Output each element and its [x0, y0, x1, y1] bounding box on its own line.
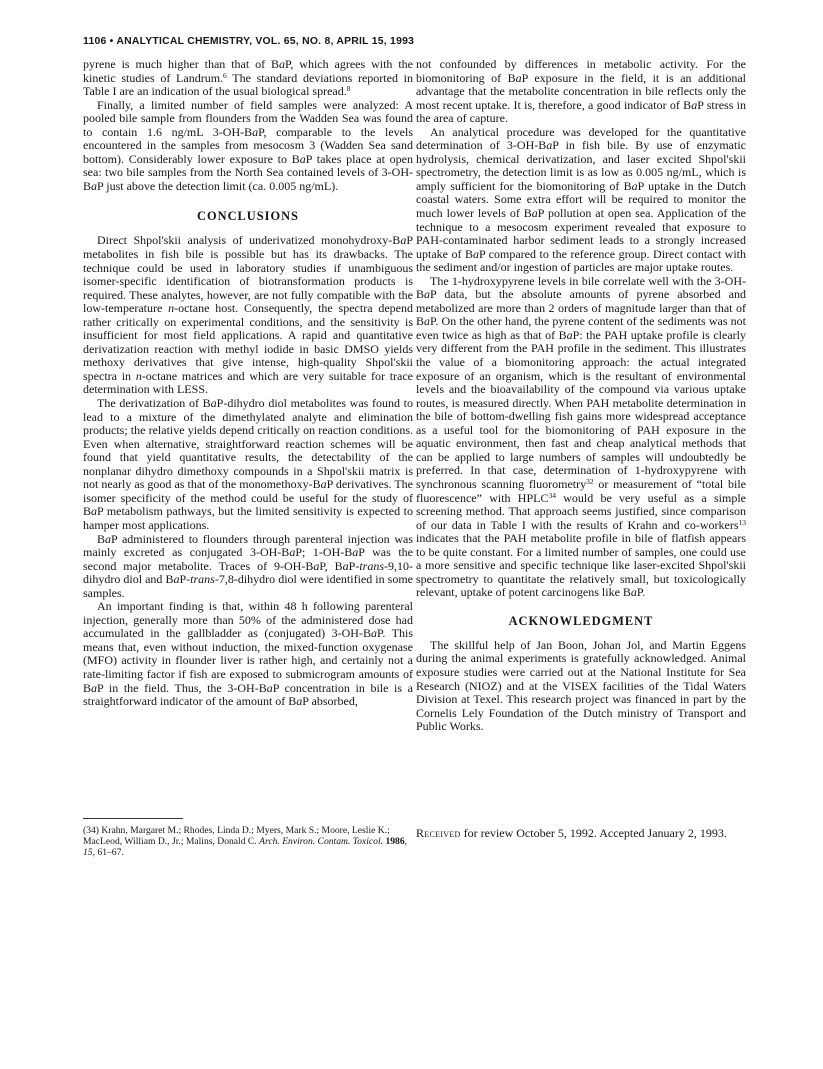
left-column — [83, 58, 413, 709]
footnote: (34) Krahn, Margaret M.; Rhodes, Linda D.; Myers, Mark S.; Moore, Leslie K.; MacLeod, William D., Jr.; Malins, Donald C. Arch. Environ. Contam. Toxicol. 1986, 15, 61–67. — [83, 825, 408, 858]
received-date: Received for review October 5, 1992. Accepted January 2, 1993. — [416, 826, 727, 840]
running-head: 1106 • ANALYTICAL CHEMISTRY, VOL. 65, NO. 8, APRIL 15, 1993 — [83, 36, 415, 47]
paragraph: not confounded by differences in metabolic activity. For the biomonitoring of BaP exposure in the field, it is an additional advantage that the metabolite concentration in bile reflects only the most recent uptake. It is, therefore, a good indicator of BaP stress in the area of capture. — [416, 57, 747, 126]
paragraph: The derivatization of BaP-dihydro diol metabolites was found to lead to a mixture of the dimethylated analyte and elimination products; the relative yields depend critically on reaction conditions. Even when alternative, straightforward reaction schemes will be found that yield quantitative results, the detectability of the nonplanar dihydro dimethoxy compounds in a Shpol'skii matrix is not nearly as good as that of the monomethoxy-BaP derivatives. The isomer specificity of the method could be useful for the study of BaP metabolism pathways, but the limited sensitivity is expected to hamper most applications. — [83, 396, 413, 532]
paragraph: Direct Shpol'skii analysis of underivatized monohydroxy-BaP metabolites in fish bile is possible but has its drawbacks. The technique could be used in laboratory studies if unambiguous isomer-specific identification of biotransformation products is required. These analytes, however, are not fully compatible with the low-temperature n-octane host. Consequently, the spectra depend rather critically on experimental conditions, and the sensitivity is insufficient for most field applications. A rapid and quantitative derivatization reaction with methyl iodide in basic DMSO yields methoxy derivatives that give intense, high-quality Shpol'skii spectra in n-octane matrices and which are very suitable for trace determination with LESS. — [83, 233, 414, 397]
paragraph: An analytical procedure was developed for the quantitative determination of 3-OH-BaP in fish bile. By use of enzymatic hydrolysis, chemical derivatization, and laser excited Shpol'skii spectrometry, the detection limit is as low as 0.005 ng/mL, which is amply sufficient for the biomonitoring of BaP uptake in the Dutch coastal waters. Some extra effort will be required to monitor the much lower levels of BaP pollution at open sea. Application of the technique to a mesocosm experiment revealed that exposure to PAH-contaminated harbor sediment leads to a strongly increased uptake of BaP compared to the reference group. Direct contact with the sediment and/or ingestion of particles are major uptake routes. — [416, 124, 747, 275]
paragraph: pyrene is much higher than that of BaP, which agrees with the kinetic studies of Landrum.$^6$ The standard deviations reported in Table I are an indication of the usual biological spread.$^8$ — [83, 57, 413, 99]
right-column — [416, 58, 746, 734]
footnote-divider — [83, 818, 183, 819]
paragraph: The skillful help of Jan Boon, Johan Jol, and Martin Eggens during the animal experiments is gratefully acknowledged. Animal exposure studies were carried out at the National Institute for Sea Research (NIOZ) and at the VISEX facilities of the Tidal Waters Division at Texel. This research project was financed in part by the Cornelis Lely Foundation of the Dutch ministry of Transport and Public Works. — [416, 637, 746, 734]
section-heading-acknowledgment: ACKNOWLEDGMENT — [508, 613, 654, 628]
paragraph: An important finding is that, within 48 h following parenteral injection, generally more than 50% of the administered dose had accumulated in the gallbladder as (conjugated) 3-OH-BaP. This means that, even without induction, the mixed-function oxygenase (MFO) activity in flounder liver is rather high, and certainly not a rate-limiting factor if fish are exposed to submicrogram amounts of BaP in the field. Thus, the 3-OH-BaP concentration in bile is a straightforward indicator of the amount of BaP absorbed, — [83, 599, 413, 709]
paragraph: Finally, a limited number of field samples were analyzed: A pooled bile sample from flounders from the Wadden Sea was found to contain 1.6 ng/mL 3-OH-BaP, comparable to the levels encountered in the samples from mesocosm 3 (Wadden Sea sand bottom). Considerably lower exposure to BaP takes place at open sea: two bile samples from the North Sea contained levels of 3-OH-BaP just above the detection limit (ca. 0.005 ng/mL). — [83, 97, 414, 193]
paragraph: The 1-hydroxypyrene levels in bile correlate well with the 3-OH-BaP data, but the absolute amounts of pyrene absorbed and metabolized are more than 2 orders of magnitude larger than that of BaP. On the other hand, the pyrene content of the sediments was not even twice as high as that of BaP: the PAH uptake profile is clearly very different from the PAH profile in the sediment. This illustrates the value of a biomonitoring approach: the actual integrated exposure of an organism, which is the resultant of environmental levels and the bioavailability of the compound via various uptake routes, is measured directly. When PAH metabolite determination in the bile of bottom-dwelling fish gains more widespread acceptance as a useful tool for the biomonitoring of PAH exposure in the aquatic environment, then fast and cheap analytical methods that can be applied to large numbers of samples will undoubtedly be preferred. In that case, determination of 1-hydroxypyrene with synchronous scanning fluorometry$^{32}$ or measurement of “total bile fluorescence” with HPLC$^{34}$ would be very useful as a simple screening method. That approach seems justified, since comparison of our data in Table I with the results of Krahn and co-workers$^{13}$ indicates that the PAH metabolite profile in bile of flatfish appears to be quite constant. For a limited number of samples, one could use a more sensitive and specific technique like laser-excited Shpol'skii spectrometry to quantitate the relatively small, but toxicologically relevant, uptake of potent carcinogens like BaP. — [416, 273, 747, 600]
paragraph: BaP administered to flounders through parenteral injection was mainly excreted as conjugated 3-OH-BaP; 1-OH-BaP was the second major metabolite. Traces of 9-OH-BaP, BaP-trans-9,10-dihydro diol and BaP-trans-7,8-dihydro diol were identified in some samples. — [83, 531, 414, 600]
section-heading-conclusions: CONCLUSIONS — [197, 209, 299, 224]
